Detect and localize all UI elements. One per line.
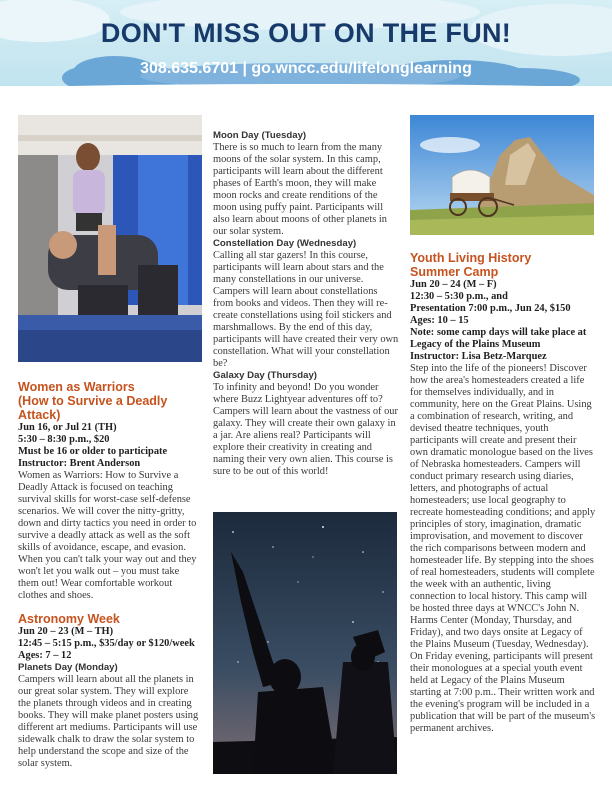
youth-history-title-2: Summer Camp <box>410 265 499 279</box>
galaxy-day-text: To infinity and beyond! Do you wonder where Buzz Lightyear adventures off to? Campers will learn about the vastness of our galaxy. They will create their own galaxy in a jar. Are aliens real? Participants will explore their creativity in creating and naming their very own alien. This course is sure to be out of this world! <box>213 382 398 477</box>
column-left <box>18 380 202 770</box>
moon-day-title: Moon Day (Tuesday) <box>213 130 307 141</box>
galaxy-day-title: Galaxy Day (Thursday) <box>213 370 317 381</box>
header-banner <box>0 0 612 92</box>
self-defense-illustration <box>18 115 202 362</box>
stargazing-photo <box>213 512 397 774</box>
phone-number: 308.635.6701 <box>140 60 238 77</box>
youth-history-ages: Ages: 10 – 15 <box>410 315 469 326</box>
astronomy-title: Astronomy Week <box>18 612 120 626</box>
youth-history-time-1: 12:30 – 5:30 p.m., and <box>410 291 508 302</box>
stargazing-illustration <box>213 512 397 774</box>
women-warriors-time: 5:30 – 8:30 p.m., $20 <box>18 434 110 445</box>
astronomy-time: 12:45 – 5:15 p.m., $35/day or $120/week <box>18 638 195 649</box>
astronomy-ages: Ages: 7 – 12 <box>18 650 72 661</box>
youth-history-instructor: Instructor: Lisa Betz-Marquez <box>410 351 547 362</box>
constellation-day-title: Constellation Day (Wednesday) <box>213 238 357 249</box>
planets-day-title: Planets Day (Monday) <box>18 662 118 673</box>
youth-history-title-1: Youth Living History <box>410 251 532 265</box>
youth-history-note: Note: some camp days will take place at Legacy of the Plains Museum <box>410 327 587 350</box>
website-link[interactable]: go.wncc.edu/lifelonglearning <box>251 60 472 77</box>
planets-day-text: Campers will learn about all the planets in our great solar system. They will explore the planets through videos and in creating books. They will make planet posters using different art mediums. Participants will use sidewalk chalk to draw the solar system to help understand the scope and size of the solar system. <box>18 674 199 769</box>
contact-line <box>0 60 612 78</box>
covered-wagon-illustration <box>410 115 594 235</box>
women-warriors-dates: Jun 16, or Jul 21 (TH) <box>18 422 117 433</box>
column-middle <box>213 130 399 478</box>
women-warriors-title-1: Women as Warriors <box>18 380 135 394</box>
women-warriors-age: Must be 16 or older to participate <box>18 446 168 457</box>
self-defense-photo <box>18 115 202 362</box>
astronomy-dates: Jun 20 – 23 (M – TH) <box>18 626 114 637</box>
youth-history-time-2: Presentation 7:00 p.m., Jun 24, $150 <box>410 303 571 314</box>
page-headline: DON'T MISS OUT ON THE FUN! <box>100 18 512 48</box>
contact-separator: | <box>242 60 247 77</box>
youth-history-dates: Jun 20 – 24 (M – F) <box>410 279 497 290</box>
covered-wagon-photo <box>410 115 594 235</box>
women-warriors-description: Women as Warriors: How to Survive a Deadly Attack is focused on teaching survival skills for worst-case self-defense scenarios. We will cover the nitty-gritty, down and dirty tactics you need in order to survive a deadly attack as well as the soft skills of avoidance, escape, and evasion. When you can't talk your way out and they won't let you walk out – you must take them out! Wear comfortable workout clothes and shoes. <box>18 470 197 601</box>
column-right <box>410 251 596 735</box>
moon-day-text: There is so much to learn from the many moons of the solar system. In this camp, participants will learn about the different phases of Earth's moon, they will make moon rocks and create renditions of the moon using puffy paint. Participants will also learn about moons of other planets in our solar system. <box>213 142 388 237</box>
women-warriors-instructor: Instructor: Brent Anderson <box>18 458 141 469</box>
women-warriors-title-2: (How to Survive a Deadly Attack) <box>18 394 168 422</box>
youth-history-description: Step into the life of the pioneers! Discover how the area's homesteaders created a life for themselves individually, and in community, here on the Great Plains. Using a combination of research, writing, and devised theatre techniques, youth participants will create and present their own dramatic monologue based on the lives of Nebraska homesteaders. Campers will conduct primary research using diaries, letters, and photographs of actual homesteaders; use local geography to recreate homesteading conditions; and apply principles of story, imagination, dramatic improvisation, and movement to discover the rich comparisons between modern and homesteader life. By stepping into the shoes of real homesteaders, students will complete the week with an authentic, living connection to local history. This camp will be hosted three days at WNCC's John N. Harms Center (Monday, Thursday, and Friday), and two days onsite at Legacy of the Plains Museum (Tuesday, Wednesday). On Friday evening, participants will present their monologues at a special youth event held at Legacy of the Plains Museum starting at 7:00 p.m.. Their written work and the evening's program will be included in a publication that will be part of the museum's permanent archives. <box>410 363 596 734</box>
constellation-day-text: Calling all star gazers! In this course, participants will learn about stars and the many constellations in our universe. Campers will learn about constellations from books and videos. Then they will re-create constellations using foil stickers and marshmallows. By the end of this day, participants will have created their very own constellation. What will your constellation be? <box>213 250 399 369</box>
